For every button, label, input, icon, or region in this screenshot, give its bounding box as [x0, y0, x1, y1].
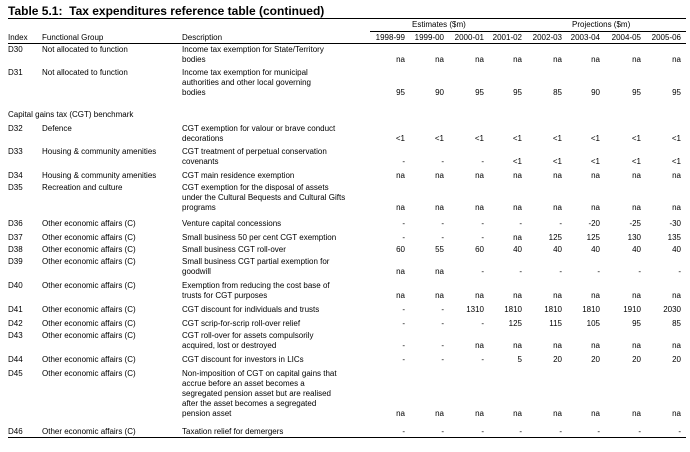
value-cell: 130 — [627, 233, 641, 242]
value-cell: na — [591, 203, 600, 212]
value-cell: na — [396, 171, 405, 180]
value-cell: -25 — [629, 219, 641, 228]
value-cell: -20 — [588, 219, 600, 228]
value-cell: 95 — [396, 88, 405, 97]
value-cell: <1 — [671, 134, 681, 143]
value-cell: na — [672, 291, 681, 300]
value-cell: - — [481, 427, 484, 436]
value-cell: - — [519, 267, 522, 276]
value-cell: na — [591, 55, 600, 64]
description-line: CGT discount for investors in LICs — [182, 355, 304, 364]
value-cell: 90 — [435, 88, 444, 97]
value-cell: na — [435, 171, 444, 180]
projections-underline — [530, 31, 686, 32]
row-index: D36 — [8, 219, 23, 228]
value-cell: <1 — [434, 134, 444, 143]
value-cell: 105 — [586, 319, 600, 328]
value-cell: 40 — [513, 245, 522, 254]
value-cell: 95 — [672, 88, 681, 97]
row-functional-group: Other economic affairs (C) — [42, 427, 136, 436]
value-cell: na — [672, 409, 681, 418]
value-cell: 125 — [508, 319, 522, 328]
description-line: trusts for CGT purposes — [182, 291, 268, 300]
row-functional-group: Housing & community amenities — [42, 147, 157, 156]
row-index: D37 — [8, 233, 23, 242]
value-cell: na — [591, 341, 600, 350]
value-cell: 20 — [553, 355, 562, 364]
row-index: D35 — [8, 183, 23, 192]
description-line: authorities and other local governing — [182, 78, 311, 87]
row-description — [182, 245, 368, 255]
value-cell: <1 — [590, 134, 600, 143]
value-cell: - — [559, 219, 562, 228]
row-description — [182, 257, 368, 277]
description-line: accrue before an asset becomes a — [182, 379, 305, 388]
description-line: Small business CGT partial exemption for — [182, 257, 330, 266]
value-cell: na — [553, 171, 562, 180]
value-cell: 1810 — [544, 305, 562, 314]
row-index: D31 — [8, 68, 23, 77]
value-cell: - — [638, 427, 641, 436]
row-functional-group: Recreation and culture — [42, 183, 123, 192]
description-line: segregated pension asset but are realised — [182, 389, 331, 398]
table-title: Table 5.1: Tax expenditures reference table (continued) — [8, 4, 325, 18]
description-line: CGT roll-over for assets compulsorily — [182, 331, 314, 340]
value-cell: 1810 — [504, 305, 522, 314]
value-cell: na — [475, 409, 484, 418]
description-line: programs — [182, 203, 216, 212]
row-functional-group: Other economic affairs (C) — [42, 305, 136, 314]
projections-group-label: Projections ($m) — [572, 20, 631, 29]
value-cell: na — [435, 291, 444, 300]
row-description — [182, 147, 368, 167]
value-cell: <1 — [552, 134, 562, 143]
row-description — [182, 319, 368, 329]
description-line: Venture capital concessions — [182, 219, 282, 228]
year-header: 2005-06 — [651, 33, 681, 42]
row-functional-group: Other economic affairs (C) — [42, 245, 136, 254]
value-cell: na — [553, 203, 562, 212]
value-cell: 85 — [553, 88, 562, 97]
value-cell: <1 — [631, 134, 641, 143]
year-header: 2002-03 — [532, 33, 562, 42]
value-cell: 1910 — [623, 305, 641, 314]
value-cell: 1810 — [582, 305, 600, 314]
header-rule — [8, 43, 686, 44]
value-cell: - — [481, 219, 484, 228]
value-cell: - — [402, 157, 405, 166]
row-index: D30 — [8, 45, 23, 54]
value-cell: 125 — [586, 233, 600, 242]
value-cell: 95 — [475, 88, 484, 97]
row-functional-group: Defence — [42, 124, 72, 133]
value-cell: - — [559, 427, 562, 436]
row-index: D41 — [8, 305, 23, 314]
row-description — [182, 219, 368, 229]
value-cell: na — [475, 55, 484, 64]
year-header: 2000-01 — [454, 33, 484, 42]
value-cell: - — [441, 341, 444, 350]
value-cell: <1 — [671, 157, 681, 166]
row-functional-group: Other economic affairs (C) — [42, 331, 136, 340]
value-cell: - — [402, 427, 405, 436]
value-cell: na — [475, 171, 484, 180]
row-index: D39 — [8, 257, 23, 266]
description-line: after the asset becomes a segregated — [182, 399, 317, 408]
year-header: 2004-05 — [611, 33, 641, 42]
value-cell: <1 — [395, 134, 405, 143]
header-index: Index — [8, 33, 28, 42]
value-cell: na — [513, 233, 522, 242]
row-functional-group: Other economic affairs (C) — [42, 219, 136, 228]
row-description — [182, 171, 368, 181]
row-description — [182, 45, 368, 65]
description-line: covenants — [182, 157, 219, 166]
value-cell: na — [513, 409, 522, 418]
description-line: CGT discount for individuals and trusts — [182, 305, 320, 314]
row-description — [182, 68, 368, 98]
description-line: bodies — [182, 55, 206, 64]
value-cell: 40 — [553, 245, 562, 254]
value-cell: 2030 — [663, 305, 681, 314]
value-cell: 85 — [672, 319, 681, 328]
row-description — [182, 124, 368, 144]
row-index: D42 — [8, 319, 23, 328]
row-index: D34 — [8, 171, 23, 180]
value-cell: <1 — [474, 134, 484, 143]
value-cell: 40 — [632, 245, 641, 254]
value-cell: - — [441, 305, 444, 314]
header-functional-group: Functional Group — [42, 33, 104, 42]
description-line: Exemption from reducing the cost base of — [182, 281, 330, 290]
header-description: Description — [182, 33, 223, 42]
value-cell: - — [519, 427, 522, 436]
value-cell: na — [513, 55, 522, 64]
value-cell: - — [481, 233, 484, 242]
value-cell: <1 — [552, 157, 562, 166]
value-cell: na — [513, 203, 522, 212]
row-description — [182, 331, 368, 351]
value-cell: - — [402, 305, 405, 314]
value-cell: - — [678, 267, 681, 276]
value-cell: - — [441, 233, 444, 242]
value-cell: na — [632, 341, 641, 350]
value-cell: -30 — [669, 219, 681, 228]
row-functional-group: Other economic affairs (C) — [42, 233, 136, 242]
row-index: D45 — [8, 369, 23, 378]
value-cell: 20 — [591, 355, 600, 364]
description-line: under the Cultural Bequests and Cultural Gifts — [182, 193, 346, 202]
row-index: D46 — [8, 427, 23, 436]
value-cell: 5 — [517, 355, 522, 364]
value-cell: - — [402, 233, 405, 242]
value-cell: 95 — [632, 319, 641, 328]
row-description — [182, 427, 368, 437]
description-line: pension asset — [182, 409, 232, 418]
value-cell: - — [597, 427, 600, 436]
value-cell: na — [475, 203, 484, 212]
year-header: 2001-02 — [492, 33, 522, 42]
value-cell: 1310 — [466, 305, 484, 314]
row-functional-group: Other economic affairs (C) — [42, 319, 136, 328]
estimates-underline — [370, 31, 530, 32]
description-line: acquired, lost or destroyed — [182, 341, 277, 350]
row-functional-group: Not allocated to function — [42, 45, 128, 54]
value-cell: na — [435, 55, 444, 64]
value-cell: 95 — [513, 88, 522, 97]
value-cell: - — [402, 219, 405, 228]
value-cell: - — [402, 319, 405, 328]
value-cell: <1 — [512, 134, 522, 143]
value-cell: - — [402, 341, 405, 350]
value-cell: na — [632, 203, 641, 212]
value-cell: 90 — [591, 88, 600, 97]
value-cell: na — [435, 409, 444, 418]
description-line: CGT treatment of perpetual conservation — [182, 147, 327, 156]
value-cell: na — [396, 55, 405, 64]
row-index: D44 — [8, 355, 23, 364]
value-cell: 95 — [632, 88, 641, 97]
description-line: bodies — [182, 88, 206, 97]
value-cell: na — [553, 341, 562, 350]
value-cell: 40 — [591, 245, 600, 254]
value-cell: na — [475, 291, 484, 300]
description-line: Income tax exemption for State/Territory — [182, 45, 324, 54]
description-line: Non-imposition of CGT on capital gains that — [182, 369, 337, 378]
value-cell: na — [513, 171, 522, 180]
value-cell: - — [678, 427, 681, 436]
value-cell: na — [591, 171, 600, 180]
value-cell: - — [559, 267, 562, 276]
row-description — [182, 233, 368, 243]
row-index: D38 — [8, 245, 23, 254]
value-cell: 20 — [632, 355, 641, 364]
row-description — [182, 183, 368, 213]
row-index: D32 — [8, 124, 23, 133]
value-cell: 60 — [475, 245, 484, 254]
value-cell: na — [672, 341, 681, 350]
row-index: D33 — [8, 147, 23, 156]
row-functional-group: Other economic affairs (C) — [42, 355, 136, 364]
section-heading: Capital gains tax (CGT) benchmark — [8, 110, 134, 119]
value-cell: - — [441, 319, 444, 328]
description-line: Small business 50 per cent CGT exemption — [182, 233, 337, 242]
value-cell: na — [591, 291, 600, 300]
value-cell: na — [553, 55, 562, 64]
value-cell: na — [396, 203, 405, 212]
value-cell: - — [519, 219, 522, 228]
row-functional-group: Other economic affairs (C) — [42, 369, 136, 378]
year-header: 2003-04 — [570, 33, 600, 42]
value-cell: - — [638, 267, 641, 276]
top-rule — [8, 18, 686, 19]
value-cell: na — [632, 171, 641, 180]
value-cell: na — [553, 291, 562, 300]
estimates-group-label: Estimates ($m) — [412, 20, 466, 29]
value-cell: 40 — [672, 245, 681, 254]
value-cell: na — [632, 291, 641, 300]
value-cell: na — [475, 341, 484, 350]
value-cell: na — [396, 291, 405, 300]
value-cell: na — [513, 341, 522, 350]
bottom-rule — [8, 437, 686, 438]
value-cell: na — [435, 267, 444, 276]
row-functional-group: Other economic affairs (C) — [42, 257, 136, 266]
value-cell: na — [396, 409, 405, 418]
description-line: goodwill — [182, 267, 211, 276]
value-cell: na — [435, 203, 444, 212]
value-cell: na — [513, 291, 522, 300]
value-cell: - — [441, 157, 444, 166]
row-description — [182, 355, 368, 365]
value-cell: - — [441, 427, 444, 436]
value-cell: - — [441, 219, 444, 228]
value-cell: na — [632, 55, 641, 64]
row-description — [182, 281, 368, 301]
value-cell: <1 — [512, 157, 522, 166]
value-cell: na — [672, 55, 681, 64]
description-line: decorations — [182, 134, 224, 143]
value-cell: 115 — [549, 319, 562, 328]
value-cell: - — [481, 157, 484, 166]
value-cell: na — [632, 409, 641, 418]
row-index: D43 — [8, 331, 23, 340]
value-cell: - — [441, 355, 444, 364]
value-cell: <1 — [590, 157, 600, 166]
year-header: 1999-00 — [414, 33, 444, 42]
year-header: 1998-99 — [375, 33, 405, 42]
row-index: D40 — [8, 281, 23, 290]
value-cell: - — [597, 267, 600, 276]
value-cell: - — [481, 319, 484, 328]
row-description — [182, 305, 368, 315]
value-cell: - — [481, 355, 484, 364]
description-line: Small business CGT roll-over — [182, 245, 286, 254]
value-cell: na — [553, 409, 562, 418]
value-cell: na — [591, 409, 600, 418]
value-cell: 135 — [667, 233, 681, 242]
row-functional-group: Housing & community amenities — [42, 171, 157, 180]
row-functional-group: Not allocated to function — [42, 68, 128, 77]
description-line: Taxation relief for demergers — [182, 427, 284, 436]
value-cell: na — [672, 203, 681, 212]
row-description — [182, 369, 368, 419]
description-line: Income tax exemption for municipal — [182, 68, 308, 77]
value-cell: na — [396, 267, 405, 276]
description-line: CGT exemption for valour or brave conduct — [182, 124, 336, 133]
value-cell: 55 — [435, 245, 444, 254]
value-cell: - — [402, 355, 405, 364]
description-line: CGT exemption for the disposal of assets — [182, 183, 329, 192]
value-cell: <1 — [631, 157, 641, 166]
description-line: CGT scrip-for-scrip roll-over relief — [182, 319, 301, 328]
description-line: CGT main residence exemption — [182, 171, 295, 180]
value-cell: 20 — [672, 355, 681, 364]
row-functional-group: Other economic affairs (C) — [42, 281, 136, 290]
value-cell: 60 — [396, 245, 405, 254]
value-cell: - — [481, 267, 484, 276]
value-cell: 125 — [548, 233, 562, 242]
value-cell: na — [672, 171, 681, 180]
